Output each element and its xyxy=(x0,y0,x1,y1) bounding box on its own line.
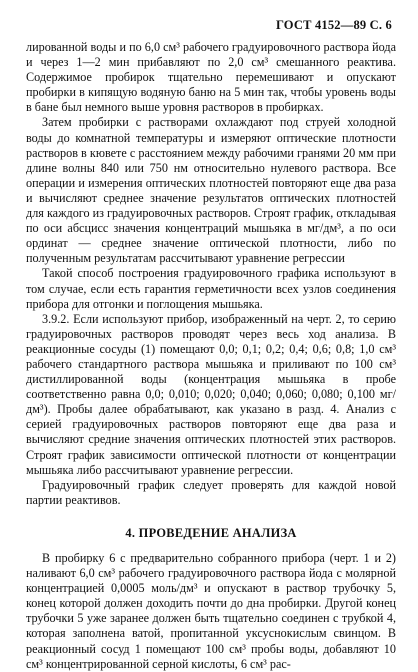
body-text xyxy=(26,40,396,672)
paragraph-method-usage: Такой способ построения градуировочного графика используют в том случае, если есть гарантия герметичности всех узлов соединения прибора для отгонки и поглощения мышьяка. xyxy=(26,266,396,311)
paragraph-cooling-measurement: Затем пробирки с растворами охлаждают под струей холодной воды до комнатной температуры и измеряют оптические плотности растворов в кювете с расстоянием между рабочими гранями 20 мм при длине волны 840 или 750 нм относительно нулевого раствора. Все операции и измерения оптических плотностей повторяют еще два раза и вычисляют среднее значение результатов оптических плотностей для каждого из градуировочных растворов. Строят график, откладывая по оси абсцисс значения концентраций мышьяка в мг/дм³, а по оси ординат — среднее значение оптической плотности, либо по полученным результатам рассчитывают уравнение регрессии xyxy=(26,115,396,266)
section-heading: 4. ПРОВЕДЕНИЕ АНАЛИЗА xyxy=(125,525,297,540)
paragraph-analysis-procedure: В пробирку 6 с предварительно собранного прибора (черт. 1 и 2) наливают 6,0 см³ рабочего градуировочного раствора йода с молярной концентрацией 0,0005 моль/дм³ и опускают в раствор трубочку 5, конец которой должен доходить почти до дна пробирки. Другой конец трубочки 5 уже заранее должен быть тщательно соединен с трубкой 4, которая заполнена ватой, пропитанной уксуснокислым свинцом. В реакционный сосуд 1 помещают 100 см³ пробы воды, добавляют 10 см³ концентрированной серной кислоты, 6 см³ рас- xyxy=(26,551,396,671)
page-header: ГОСТ 4152—89 С. 6 xyxy=(275,18,392,32)
paragraph-continuation: лированной воды и по 6,0 см³ рабочего градуировочного раствора йода и через 1—2 мин прибавляют по 2,0 см³ смешанного реактива. Содержимое пробирок тщательно перемешивают и опускают пробирки в кипящую водяную баню на 5 мин так, чтобы уровень воды в бане был немного выше уровня растворов в пробирках. xyxy=(26,40,396,115)
paragraph-3-9-2: 3.9.2. Если используют прибор, изображенный на черт. 2, то серию градуировочных растворов проводят через весь ход анализа. В реакционные сосуды (1) помещают 0,0; 0,1; 0,2; 0,4; 0,6; 0,8; 1,0 см³ рабочего стандартного раствора мышьяка и приливают по 100 см³ дистиллированной воды (концентрация мышьяка в пробе соответственно равна 0,0; 0,010; 0,020; 0,040; 0,060; 0,080; 0,100 мг/дм³). Пробы далее обрабатывают, как указано в разд. 4. Анализ с серией градуировочных растворов повторяют еще два раза и вычисляют средние значения оптических плотностей этих растворов. Строят график зависимости оптической плотности от концентрации мышьяка либо рассчитывают уравнение регрессии. xyxy=(26,311,396,477)
paragraph-check-calibration: Градуировочный график следует проверять для каждой новой партии реактивов. xyxy=(26,477,396,507)
